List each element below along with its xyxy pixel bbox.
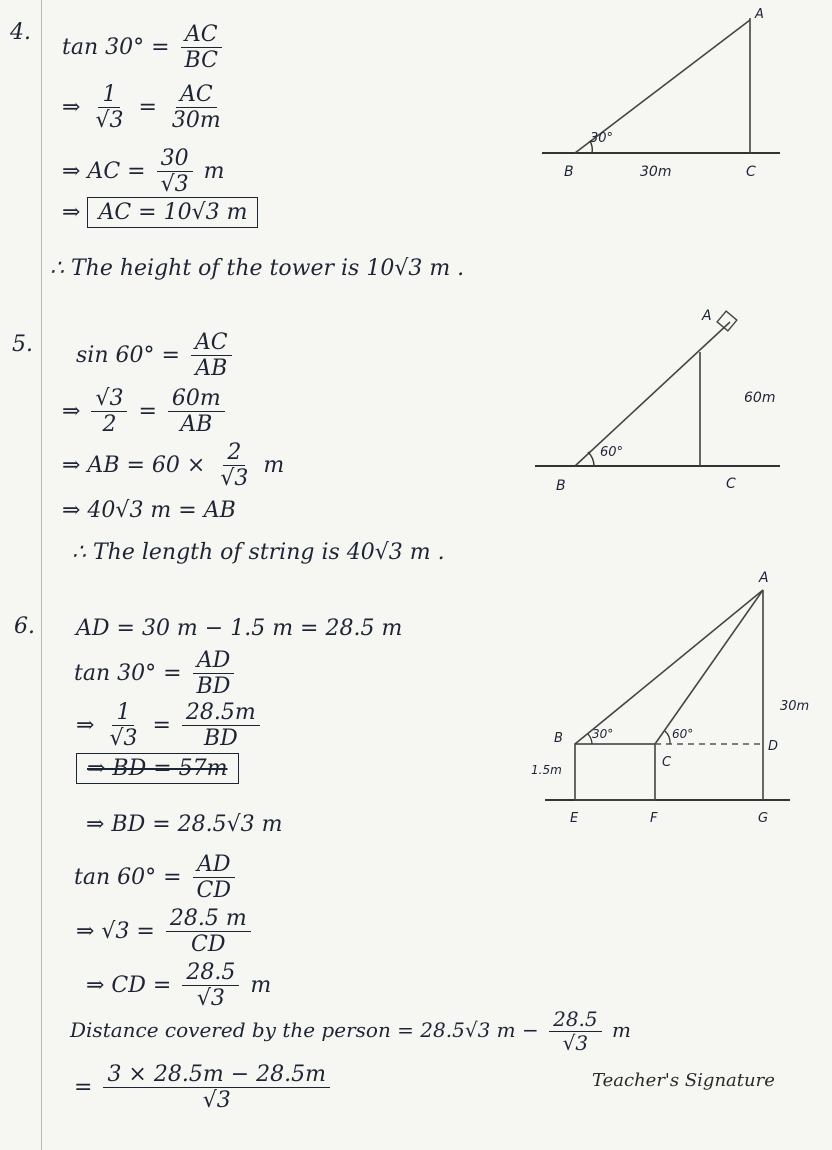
q6-label-F: F [650, 811, 658, 826]
q6-height-label: 30m [780, 699, 810, 714]
denominator: √3 [95, 108, 124, 134]
numerator: AD [193, 648, 235, 674]
q6-figure-diagram [530, 560, 825, 830]
q4-label-A: A [755, 7, 764, 22]
q6-label-D: D [768, 739, 779, 754]
q5-angle-label: 60° [600, 445, 624, 460]
q6-line-5: ⇒ BD = 28.5√3 m [86, 812, 283, 837]
margin-line [41, 0, 42, 1150]
q4-l3-lhs: ⇒ AC = [62, 158, 146, 184]
q6-label-A: A [759, 570, 769, 586]
q6-angle-arc-60 [665, 731, 670, 744]
denominator: √3 [562, 1031, 589, 1055]
q4-line-3 [62, 146, 224, 198]
denominator: √3 [160, 172, 189, 198]
question-4-number: 4. [10, 20, 31, 45]
numerator: AC [176, 82, 217, 108]
q4-label-B: B [564, 164, 574, 180]
denominator: AB [195, 356, 228, 382]
equals-sign: = [138, 94, 157, 120]
q5-conclusion: ∴ The length of string is 40√3 m . [72, 540, 445, 565]
denominator: AB [180, 412, 213, 438]
q4-base-label: 30m [640, 164, 672, 180]
denominator: √3 [202, 1088, 231, 1114]
q6-l8-lhs: ⇒ CD = [86, 972, 172, 998]
q6-label-E: E [570, 811, 579, 826]
numerator: 30 [157, 146, 193, 172]
numerator: AC [191, 330, 232, 356]
q6-l8-fraction [182, 960, 239, 1012]
q4-l2-left-fraction [91, 82, 127, 134]
q6-line-4 [76, 756, 239, 781]
q6-l3-left-fraction [105, 700, 141, 752]
denominator: √3 [109, 726, 138, 752]
numerator: 1 [98, 82, 120, 108]
unit: m [611, 1018, 631, 1042]
q6-l9-lhs: Distance covered by the person = 28.5√3 m − [70, 1018, 539, 1042]
implies-arrow: ⇒ [76, 712, 95, 738]
q4-l2-right-fraction [168, 82, 225, 134]
q6-line-3 [76, 700, 264, 752]
q4-l1-fraction [181, 22, 222, 74]
numerator: 60m [168, 386, 225, 412]
numerator: 1 [112, 700, 134, 726]
implies-arrow: ⇒ [62, 94, 81, 120]
q6-line-2 [74, 648, 238, 700]
implies-arrow: ⇒ [62, 398, 81, 424]
q5-line-1 [76, 330, 236, 382]
q6-label-C: C [662, 755, 672, 770]
q5-l1-lhs: sin 60° = [76, 342, 180, 368]
q4-line-1 [62, 22, 226, 74]
implies-arrow: ⇒ [62, 200, 81, 225]
q6-l6-fraction [193, 852, 235, 904]
denominator: 30m [171, 108, 221, 134]
numerator: 28.5 [182, 960, 239, 986]
numerator: 28.5 [549, 1008, 602, 1032]
numerator: 28.5m [182, 700, 260, 726]
denominator: √3 [196, 986, 225, 1012]
q6-line-7 [76, 906, 255, 958]
q5-label-C: C [726, 476, 736, 492]
equals-sign: = [138, 398, 157, 424]
q6-line-BA [575, 590, 763, 744]
q5-line-2 [62, 386, 229, 438]
q6-l2-lhs: tan 30° = [74, 660, 182, 686]
denominator: BD [203, 726, 238, 752]
q6-line-9 [70, 1008, 631, 1055]
q5-label-A: A [702, 308, 712, 324]
q6-line-CA [655, 590, 763, 744]
denominator: √3 [220, 466, 249, 492]
q5-line-3 [62, 440, 284, 492]
q6-line-1: AD = 30 m − 1.5 m = 28.5 m [76, 616, 403, 641]
q4-boxed-answer: AC = 10√3 m [87, 197, 258, 228]
numerator: 3 × 28.5m − 28.5m [103, 1062, 330, 1088]
unit: m [250, 972, 272, 998]
denominator: CD [196, 878, 232, 904]
q6-line-8 [86, 960, 271, 1012]
question-6-number: 6. [14, 614, 35, 639]
q6-l10-fraction [103, 1062, 330, 1114]
teacher-signature-label: Teacher's Signature [592, 1070, 775, 1091]
q5-label-B: B [556, 478, 566, 494]
q5-l1-fraction [191, 330, 232, 382]
q5-kite-shape [717, 311, 737, 331]
q5-l2-right-fraction [168, 386, 225, 438]
q6-label-G: G [758, 811, 769, 826]
numerator: 28.5 m [166, 906, 251, 932]
numerator: √3 [91, 386, 127, 412]
q6-angle-30-label: 30° [592, 727, 614, 741]
q5-l3-fraction [216, 440, 252, 492]
unit: m [263, 452, 285, 478]
denominator: CD [191, 932, 226, 958]
q6-l7-fraction [166, 906, 251, 958]
q4-triangle-diagram [530, 0, 820, 190]
q5-l3-lhs: ⇒ AB = 60 × [62, 452, 206, 478]
q4-line-2 [62, 82, 229, 134]
q6-l6-lhs: tan 60° = [74, 864, 182, 890]
q6-l2-fraction [193, 648, 235, 700]
numerator: AC [181, 22, 222, 48]
q4-conclusion: ∴ The height of the tower is 10√3 m . [50, 256, 465, 281]
denominator: BC [184, 48, 218, 74]
q6-eye-height-label: 1.5m [531, 763, 562, 777]
q6-label-B: B [554, 731, 563, 746]
unit: m [203, 158, 225, 184]
q6-l3-right-fraction [182, 700, 260, 752]
q4-l3-fraction [157, 146, 193, 198]
q4-label-C: C [746, 164, 756, 180]
equals-sign: = [74, 1074, 93, 1100]
q6-angle-60-label: 60° [672, 727, 694, 741]
q6-line-10 [74, 1062, 334, 1114]
q6-l9-fraction [549, 1008, 602, 1055]
q5-triangle-diagram [530, 300, 820, 500]
q4-line-4 [62, 200, 258, 225]
numerator: AD [193, 852, 235, 878]
denominator: 2 [102, 412, 117, 438]
question-5-number: 5. [12, 332, 33, 357]
q5-line-4: ⇒ 40√3 m = AB [62, 498, 236, 523]
q4-l1-lhs: tan 30° = [62, 34, 170, 60]
q6-l7-lhs: ⇒ √3 = [76, 918, 155, 944]
q5-l2-left-fraction [91, 386, 127, 438]
q5-string-line [575, 322, 730, 466]
numerator: 2 [223, 440, 245, 466]
q6-observer-box [575, 744, 655, 800]
denominator: BD [196, 674, 231, 700]
equals-sign: = [152, 712, 171, 738]
q4-angle-label: 30° [590, 131, 614, 146]
q6-struck-answer: ⇒ BD = 57m [76, 753, 239, 784]
q5-height-label: 60m [744, 390, 776, 406]
q6-line-6 [74, 852, 239, 904]
